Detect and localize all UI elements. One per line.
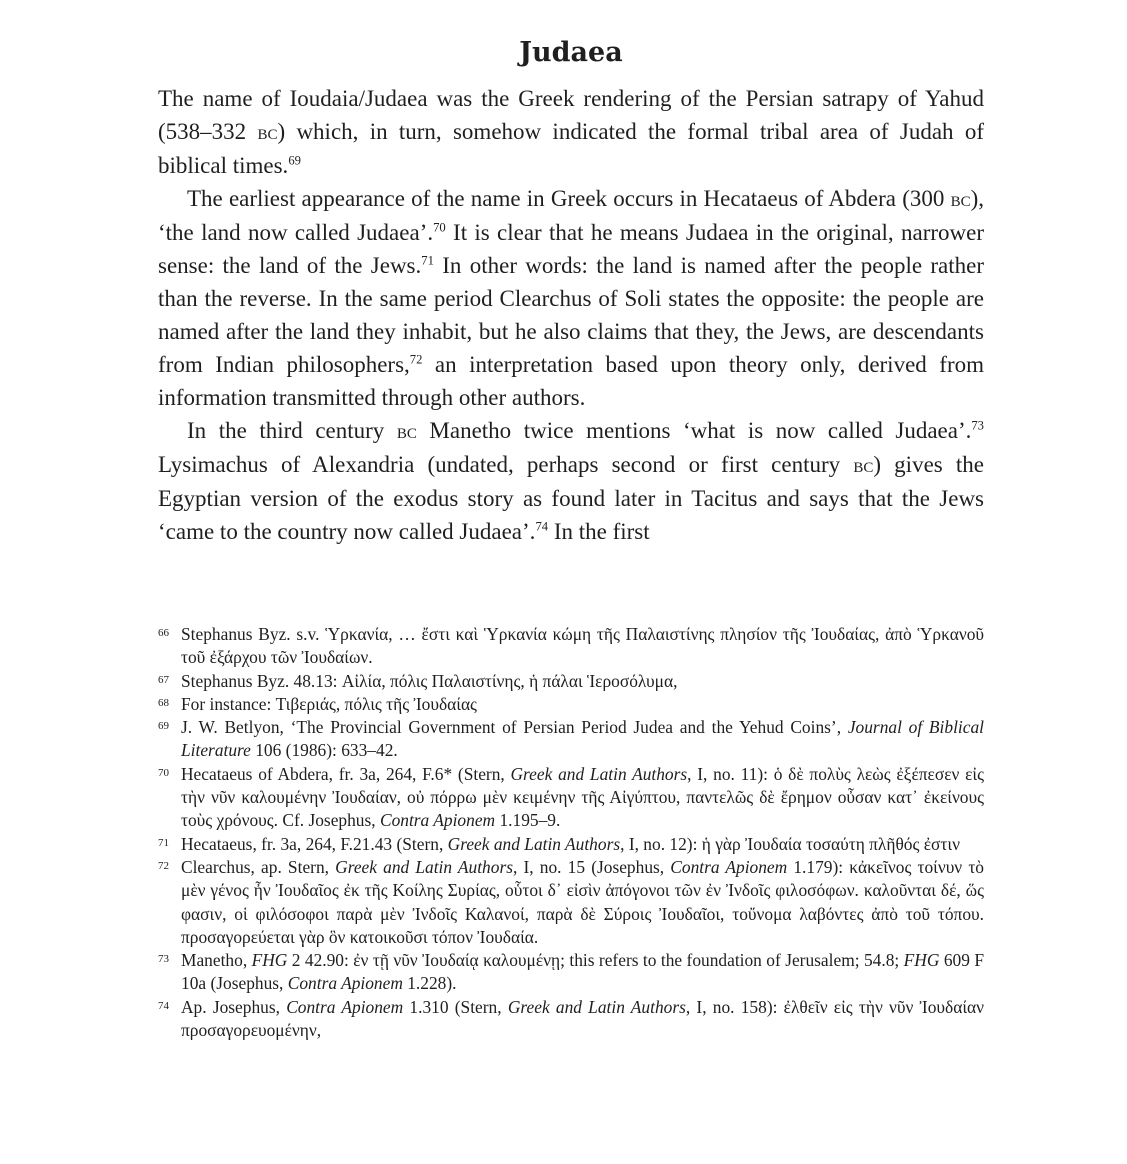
text-run: The name of Ioudaia/Judaea was the Greek rendering of the Persian satrapy of Yahud (538–332 (158, 86, 984, 144)
italic-title: Contra Apionem (286, 996, 404, 1017)
text-run: It is clear that he means Judaea in the original, narrower sense: the land of the Jews. (158, 220, 984, 278)
paragraph (158, 414, 984, 548)
paragraph (158, 82, 984, 182)
footnote-number: 69 (158, 720, 169, 733)
text-run: , I, no. 12): ἡ γὰρ Ἰουδαία τοσαύτη πλῆθός ἐστιν (620, 833, 960, 854)
text-run: Ap. Josephus, (181, 996, 287, 1017)
footnote-number: 71 (158, 836, 169, 849)
footnote (158, 833, 984, 856)
italic-title: Journal of Biblical Literature (181, 717, 984, 761)
footnote-number: 70 (158, 766, 169, 779)
text-run: 1.195–9. (495, 810, 561, 831)
footnote (158, 763, 984, 833)
text-run: an interpretation based upon theory only, derived from information transmitted through other authors. (158, 352, 984, 410)
italic-title: Contra Apionem (670, 856, 788, 877)
text-run: Hecataeus of Abdera, fr. 3a, 264, F.6* (Stern, (181, 763, 511, 784)
footnote-reference: 72 (409, 352, 423, 367)
footnote-text (181, 693, 984, 716)
main-text (158, 82, 984, 548)
footnote-text (181, 949, 984, 996)
text-run: J. W. Betlyon, ‘The Provincial Government of Persian Period Judea and the Yehud Coins’, (181, 717, 848, 738)
footnote-number: 67 (158, 673, 169, 686)
text-run: ), ‘the land now called Judaea’. (158, 186, 984, 245)
footnote-reference: 70 (433, 220, 446, 235)
italic-title: FHG (251, 950, 288, 971)
text-run: Manetho twice mentions ‘what is now called Judaea’. (416, 418, 972, 443)
text-run: , I, no. 158): ἐλθεῖν εἰς τὴν νῦν Ἰουδαίαν προσαγορευομένην, (181, 996, 985, 1041)
footnote-number: 68 (158, 696, 169, 709)
text-run: Stephanus Byz. 48.13: Αἰλία, πόλις Παλαιστίνης, ἡ πάλαι Ἱεροσόλυμα, (181, 670, 678, 691)
footnote (158, 949, 984, 996)
footnote-text (181, 996, 984, 1043)
text-run: 1.310 (Stern, (403, 996, 508, 1017)
footnote-number: 66 (158, 627, 169, 639)
footnote-number: 73 (158, 953, 169, 966)
footnote-number: 72 (158, 859, 169, 872)
text-run: 106 (1986): 633–42. (250, 740, 398, 761)
text-run: For instance: Τιβεριάς, πόλις τῆς Ἰουδαίας (181, 693, 477, 714)
era-abbreviation: bc (257, 120, 278, 144)
text-run: Lysimachus of Alexandria (undated, perhaps second or first century (158, 452, 854, 477)
text-run: Stephanus Byz. s.v. Ὑρκανία, … ἔστι καὶ Ὑρκανία κώμη τῆς Παλαιστίνης πλησίον τῆς Ἰουδαίας, ἀπὸ Ὑρκανοῦ τοῦ ἐξάρχου τῶν Ἰουδαίων. (181, 624, 984, 668)
italic-title: Greek and Latin Authors (510, 763, 688, 784)
text-run: The earliest appearance of the name in Greek occurs in Hecataeus of Abdera (300 (187, 186, 951, 211)
footnote (158, 623, 984, 670)
footnotes (158, 623, 984, 1042)
text-run: , I, no. 15 (Josephus, (513, 856, 671, 877)
text-run: ) gives the Egyptian version of the exodus story as found later in Tacitus and says that the Jews ‘came to the country now called Judaea’. (158, 452, 985, 544)
paragraph (158, 182, 984, 414)
text-run: In other words: the land is named after the people rather than the reverse. In the same period Clearchus of Soli states the opposite: the people are named after the land they inhabit, but he also claims that they, the Jews, are descendants from Indian philosophers, (158, 253, 985, 377)
text-run: In the third century (187, 418, 397, 443)
section-heading: Judaea (519, 37, 623, 68)
footnote-text (181, 670, 984, 693)
era-abbreviation: bc (950, 187, 971, 211)
italic-title: Greek and Latin Authors (447, 833, 621, 854)
footnote-reference: 74 (535, 519, 549, 534)
footnote-text (181, 716, 984, 763)
page-body (158, 34, 984, 548)
text-run: Manetho, (181, 950, 252, 971)
italic-title: Contra Apionem (379, 810, 496, 831)
footnote-text (181, 763, 984, 833)
era-abbreviation: bc (396, 419, 417, 443)
era-abbreviation: bc (853, 453, 874, 477)
text-run: Hecataeus, fr. 3a, 264, F.21.43 (Stern, (181, 833, 448, 854)
footnote-number: 74 (158, 999, 169, 1012)
footnote-reference: 73 (971, 418, 984, 433)
text-run: ) which, in turn, somehow indicated the formal tribal area of Judah of biblical times. (158, 119, 985, 178)
footnote (158, 996, 984, 1043)
footnote (158, 693, 984, 716)
footnote-text (181, 833, 984, 856)
text-run: In the first (548, 519, 650, 544)
italic-title: Contra Apionem (287, 973, 403, 994)
text-run: 1.228). (402, 973, 457, 994)
text-run: Clearchus, ap. Stern, (181, 856, 336, 877)
text-run: , I, no. 11): ὁ δὲ πολὺς λεὼς ἐξέπεσεν εἰς τὴν νῦν καλουμένην Ἰουδαίαν, οὐ πόρρω μὲν κειμένην τῆς Αἰγύπτου, παντελῶς δὲ ἔρημον οὖσαν κατ᾽ ἐκείνους τοὺς χρόνους. Cf. Josephus, (181, 763, 984, 831)
footnote (158, 670, 984, 693)
text-run: 609 F 10a (Josephus, (181, 950, 985, 994)
footnote-text (181, 856, 984, 949)
text-run: 1.179): κἀκεῖνος τοίνυν τὸ μὲν γένος ἦν Ἰουδαῖος ἐκ τῆς Κοίλης Συρίας, οὗτοι δ᾽ εἰσὶν ἀπόγονοι τῶν ἐν Ἰνδοῖς φιλοσόφων. καλοῦνται δέ, ὥς φασιν, οἱ φιλόσοφοι παρὰ μὲν Ἰνδοῖς Καλανοί, παρὰ δὲ Σύροις Ἰουδαῖοι, τοὔνομα λαβόντες ἀπὸ τοῦ τόπου. προσαγορεύεται γὰρ ὃν κατοικοῦσι τόπον Ἰουδαία. (181, 856, 984, 947)
italic-title: FHG (903, 950, 940, 971)
italic-title: Greek and Latin Authors (335, 856, 513, 877)
italic-title: Greek and Latin Authors (507, 996, 686, 1017)
footnote-text (181, 623, 984, 670)
footnote-reference: 69 (288, 153, 301, 168)
text-run: 2 42.90: ἐν τῇ νῦν Ἰουδαίᾳ καλουμένῃ; this refers to the foundation of Jerusalem; 54.8; (287, 950, 904, 971)
footnote (158, 856, 984, 949)
footnote (158, 716, 984, 763)
footnote-reference: 71 (421, 253, 434, 268)
